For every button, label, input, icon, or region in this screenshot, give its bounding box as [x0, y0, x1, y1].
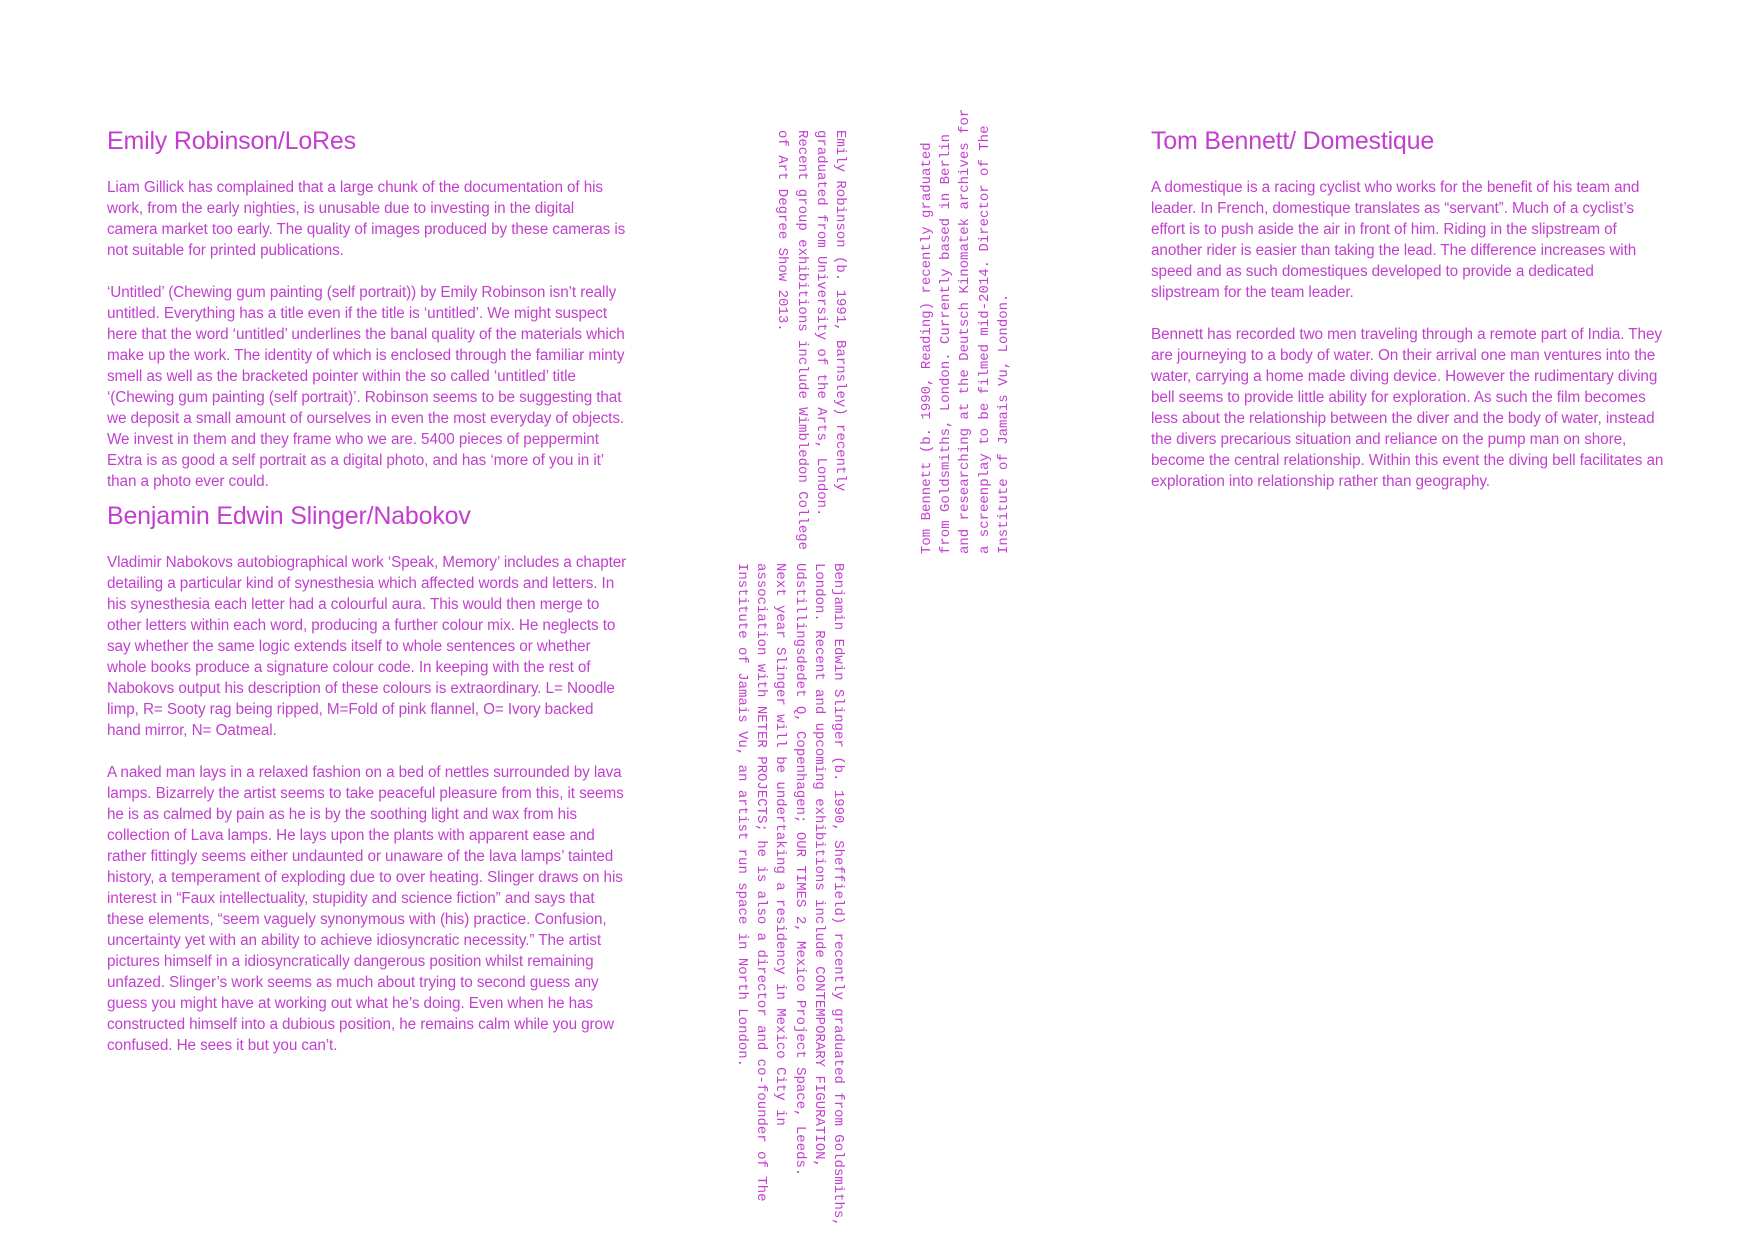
emily-robinson-heading: Emily Robinson/LoRes	[107, 127, 356, 155]
tom-bennett-heading: Tom Bennett/ Domestique	[1151, 127, 1435, 155]
emily-robinson-paragraph-2: ‘Untitled’ (Chewing gum painting (self portrait)) by Emily Robinson isn’t really untitled. Everything has a title even if the title is ‘untitled’. We might suspect here that the word ‘untitled’ underlines the banal quality of the materials which make up the work. The identity of which is enclosed through the familiar minty smell as well as the bracketed pointer within the so called ‘untitled’ title ‘(Chewing gum painting (self portrait)’. Robinson seems to be suggesting that we deposit a small amount of ourselves in even the most everyday of objects. We invest in them and they frame who we are. 5400 pieces of peppermint Extra is as good a self portrait as a digital photo, and has ‘more of you in it’ than a photo ever could.	[107, 284, 625, 490]
benjamin-slinger-heading: Benjamin Edwin Slinger/Nabokov	[107, 502, 471, 530]
emily-robinson-paragraph-1: Liam Gillick has complained that a large chunk of the documentation of his work, from the early nighties, is unusable due to investing in the digital camera market too early. The quality of images produced by these cameras is not suitable for printed publications.	[107, 179, 626, 259]
left-column	[107, 126, 627, 1056]
benjamin-slinger-paragraph-2: A naked man lays in a relaxed fashion on a bed of nettles surrounded by lava lamps. Bizarrely the artist seems to take peaceful pleasure from this, it seems he is as calmed by pain as he is by the soothing light and wax from his collection of Lava lamps. He lays upon the plants with apparent ease and rather fittingly seems either undaunted or unaware of the lava lamps’ tainted history, a temperament of exploding due to over heating. Slinger draws on his interest in “Faux intellectuality, stupidity and science fiction” and says that these elements, “seem vaguely synonymous with (his) practice. Confusion, uncertainty yet with an ability to achieve idiosyncratic necessity.” The artist pictures himself in a idiosyncratically dangerous position whilst remaining unfazed. Slinger’s work seems as much about trying to second guess any guess you might have at working out what he’s doing. Even when he has constructed himself into a dubious position, he remains calm while you grow confused. He sees it but you can’t.	[107, 764, 624, 1054]
benjamin-slinger-bio: Benjamin Edwin Slinger (b. 1990, Sheffield) recently graduated from Goldsmiths, London. Recent and upcoming exhibitions include CONTEMPORARY FIGURATION, Udstillingsdedet Q, Copenhagen; OUR TIMES 2, Mexico Project Space, Leeds. Next year Slinger will be undertaking a residency in Mexico City in association with NETER PROJECTS; he is also a director and co-founder of The Institute of Jamais Vu, an artist run space in North London.	[733, 563, 846, 1227]
tom-bennett-paragraph-1: A domestique is a racing cyclist who works for the benefit of his team and leader. In French, domestique translates as “servant”. Much of a cyclist’s effort is to push aside the air in front of him. Riding in the slipstream of another rider is easier than taking the lead. The difference increases with speed and as such domestiques developed to provide a dedicated slipstream for the team leader.	[1151, 179, 1640, 301]
tom-bennett-bio: Tom Bennett (b. 1990, Reading) recently graduated from Goldsmiths, London. Currently based in Berlin and researching at the Deutsch Kinomatek archives for a screenplay to be filmed mid-2014. Director of The Institute of Jamais Vu, London.	[919, 108, 1012, 554]
right-column	[1151, 126, 1666, 492]
benjamin-slinger-paragraph-1: Vladimir Nabokovs autobiographical work ‘Speak, Memory’ includes a chapter detailing a particular kind of synesthesia which affected words and letters. In his synesthesia each letter had a colourful aura. This would then merge to other letters within each word, producing a further colour mix. He neglects to say whether the same logic extends itself to whole sentences or whether whole books produce a signature colour code. In keeping with the rest of Nabokovs output his description of these colours is extraordinary. L= Noodle limp, R= Sooty rag being ripped, M=Fold of pink flannel, O= Ivory backed hand mirror, N= Oatmeal.	[107, 554, 627, 739]
tom-bennett-paragraph-2: Bennett has recorded two men traveling through a remote part of India. They are journeying to a body of water. On their arrival one man ventures into the water, carrying a home made diving device. However the rudimentary diving bell seems to provide little ability for exploration. As such the film becomes less about the relationship between the diver and the body of water, instead the divers precarious situation and reliance on the pump man on shore, become the central relationship. Within this event the diving bell facilitates an exploration into relationship rather than geography.	[1151, 326, 1664, 490]
emily-robinson-bio: Emily Robinson (b. 1991, Barnsley) recently graduated from University of the Arts, London. Recent group exhibitions include Wimbledon College of Art Degree Show 2013.	[774, 130, 848, 551]
